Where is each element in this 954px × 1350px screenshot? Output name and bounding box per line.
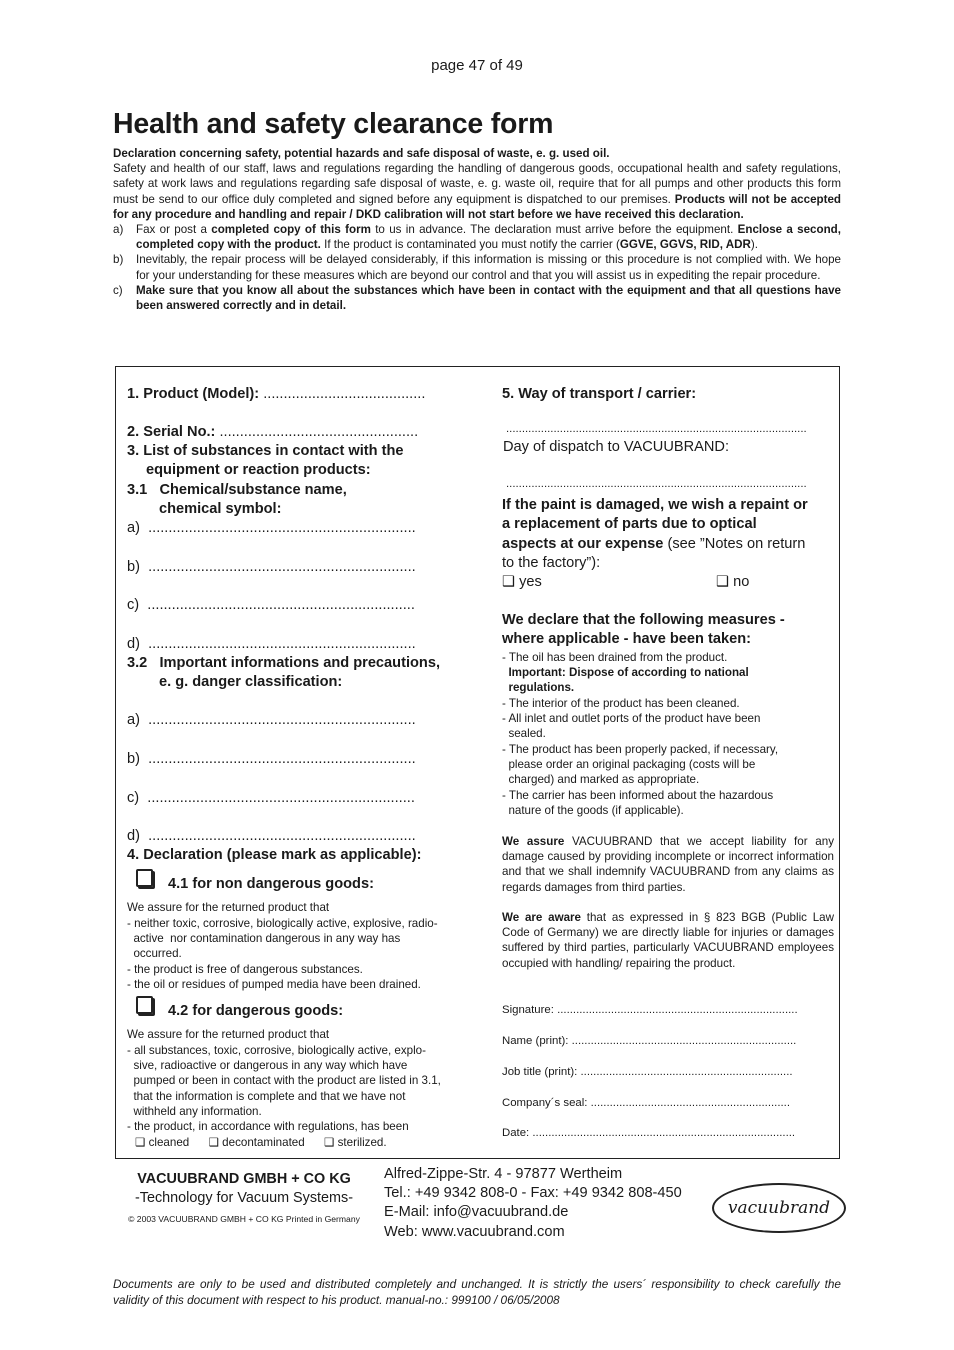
precaution-line-d[interactable] — [127, 827, 416, 846]
serial-no-dots: ................................................. — [219, 424, 419, 440]
line-dots: .................................................................. — [148, 636, 416, 652]
line-marker: d) — [127, 636, 140, 652]
line-marker: b) — [127, 559, 140, 575]
measures-item: sealed. — [502, 727, 546, 740]
option-cleaned[interactable]: ❑ cleaned — [135, 1136, 190, 1149]
dangerous-item: - the product, in accordance with regulations, has been — [127, 1120, 409, 1133]
date-field[interactable]: Date: ................................................................................... — [502, 1127, 796, 1139]
section-3-2-heading-2: e. g. danger classification: — [159, 674, 343, 690]
dangerous-item: withheld any information. — [127, 1105, 262, 1118]
measures-item-bold: Important: Dispose of according to national — [502, 666, 749, 679]
intro-item-bold: Make sure that you know all about the substances which have been in contact with the equipment and that all questions have been answered correctly and in detail. — [136, 283, 841, 313]
footer-address: Alfred-Zippe-Str. 4 - 97877 Wertheim — [384, 1166, 623, 1182]
product-model-label: 1. Product (Model): — [127, 386, 264, 402]
serial-no-label: 2. Serial No.: — [127, 424, 220, 440]
substance-line-b[interactable] — [127, 558, 416, 577]
substance-line-c[interactable] — [127, 596, 415, 615]
footer-web[interactable]: Web: www.vacuubrand.com — [384, 1223, 565, 1240]
non-dangerous-item: active nor contamination dangerous in any way has — [127, 932, 401, 945]
vacuubrand-logo — [712, 1183, 846, 1233]
substance-line-a[interactable] — [127, 519, 416, 538]
measures-heading-1: We declare that the following measures - — [502, 612, 785, 628]
intro-item-marker: c) — [113, 283, 123, 297]
measures-item: charged) and marked as appropriate. — [502, 773, 700, 786]
intro-section — [113, 146, 841, 313]
dispatch-input-line[interactable]: ............................................................................................... — [506, 478, 807, 490]
intro-item-marker: b) — [113, 253, 124, 267]
section-3-2-heading: 3.2 Important informations and precautions, — [127, 655, 440, 671]
intro-item-c — [113, 283, 841, 313]
footer-note: Documents are only to be used and distributed completely and unchanged. It is strictly the users´ responsibility to check carefully the validity of this document with respect to his product. manual-no.: 999100 / 06/05/2008 — [113, 1277, 841, 1307]
line-marker: a) — [127, 712, 140, 728]
dangerous-checkbox[interactable] — [136, 996, 153, 1014]
non-dangerous-item: - the oil or residues of pumped media have been drained. — [127, 978, 421, 991]
dangerous-heading: 4.2 for dangerous goods: — [168, 1003, 344, 1019]
precaution-line-b[interactable] — [127, 750, 416, 769]
dangerous-item: - all substances, toxic, corrosive, biologically active, explo- — [127, 1044, 426, 1057]
footer-company: VACUUBRAND GMBH + CO KG — [137, 1171, 351, 1187]
line-dots: .................................................................. — [148, 712, 416, 728]
intro-item-bold: completed copy of this form — [211, 223, 371, 237]
page-title: Health and safety clearance form — [113, 108, 554, 140]
measures-item: - The product has been properly packed, if necessary, — [502, 743, 779, 756]
line-dots: .................................................................. — [147, 790, 415, 806]
footer-copyright: © 2003 VACUUBRAND GMBH + CO KG Printed in Germany — [128, 1214, 360, 1224]
paint-line-1: If the paint is damaged, we wish a repaint or — [502, 497, 808, 513]
measures-item: please order an original packaging (costs will be — [502, 758, 756, 771]
option-sterilized[interactable]: ❑ sterilized. — [324, 1136, 387, 1149]
dangerous-options — [135, 1135, 387, 1150]
assure-text: VACUUBRAND that we accept liability for any damage caused by providing incomplete or incorrect information and that we shall indemnify VACUUBRAND from any claims as regards damages from third parties. — [502, 835, 834, 894]
intro-item-text: If the product is contaminated you must notify the carrier ( — [320, 238, 620, 252]
line-marker: c) — [127, 790, 140, 806]
non-dangerous-item: - neither toxic, corrosive, biologically active, explosive, radio- — [127, 917, 438, 930]
checkbox-icon — [136, 869, 153, 887]
measures-item: nature of the goods (if applicable). — [502, 804, 684, 817]
intro-item-marker: a) — [113, 223, 124, 237]
paint-line-2: a replacement of parts due to optical — [502, 516, 757, 532]
aware-text: that as expressed in § 823 BGB (Public Law Code of Germany) we are directly liable for injuries or damages suffered by third parties, particularly VACUUBRAND employees occupied with handling/ repairing the product. — [502, 911, 834, 970]
intro-paragraph-bold: Products will not be accepted for any procedure and handling and repair / DKD calibration will not start before we have received this declaration. — [113, 192, 841, 221]
measures-item: - The carrier has been informed about the hazardous — [502, 789, 774, 802]
line-dots: .................................................................. — [148, 828, 416, 844]
footer-email[interactable]: E-Mail: info@vacuubrand.de — [384, 1204, 569, 1221]
aware-paragraph — [502, 910, 834, 971]
declaration-heading: 4. Declaration (please mark as applicable): — [127, 847, 422, 863]
intro-item-a — [113, 222, 841, 252]
line-dots: .................................................................. — [147, 597, 415, 613]
substances-heading-2: equipment or reaction products: — [146, 462, 371, 478]
intro-item-text: to us in advance. The declaration must arrive before the equipment. — [370, 223, 738, 237]
measures-item: - All inlet and outlet ports of the product have been — [502, 712, 761, 725]
intro-heading: Declaration concerning safety, potential hazards and safe disposal of waste, e. g. used oil. — [113, 147, 610, 160]
dangerous-item: pumped or been in contact with the product are listed in 3.1, — [127, 1074, 441, 1087]
line-dots: .................................................................. — [148, 520, 416, 536]
signature-field[interactable]: Signature: ............................................................................ — [502, 1004, 798, 1016]
paint-line-4: to the factory”): — [502, 555, 601, 571]
dispatch-label: Day of dispatch to VACUUBRAND: — [503, 439, 730, 455]
measures-item: - The oil has been drained from the product. — [502, 651, 728, 664]
option-decontaminated[interactable]: ❑ decontaminated — [208, 1136, 305, 1149]
non-dangerous-heading: 4.1 for non dangerous goods: — [168, 876, 374, 892]
intro-item-bold: GGVE, GGVS, RID, ADR — [619, 238, 751, 252]
line-dots: .................................................................. — [148, 559, 416, 575]
product-model-field[interactable] — [127, 385, 425, 404]
intro-item-bold: Enclose a second, completed copy with the product. — [136, 223, 841, 252]
paint-no-option[interactable]: ❑ no — [716, 574, 750, 590]
name-field[interactable]: Name (print): ....................................................................... — [502, 1035, 797, 1047]
section-3-1-heading-2: chemical symbol: — [159, 501, 282, 517]
footer-phone: Tel.: +49 9342 808-0 - Fax: +49 9342 808-450 — [384, 1185, 682, 1202]
substances-heading: 3. List of substances in contact with the — [127, 443, 404, 459]
line-marker: a) — [127, 520, 140, 536]
transport-label: 5. Way of transport / carrier: — [502, 386, 697, 402]
measures-item-bold: regulations. — [502, 681, 575, 694]
paint-line-3-rest: (see ”Notes on return — [663, 536, 806, 552]
assure-bold: We assure — [502, 835, 565, 848]
precaution-line-a[interactable] — [127, 711, 416, 730]
form-box — [115, 366, 840, 1159]
intro-item-text: Fax or post a — [136, 223, 212, 237]
intro-item-text: ). — [750, 238, 758, 252]
measures-heading-2: where applicable - have been taken: — [502, 631, 751, 647]
assure-paragraph — [502, 834, 834, 895]
non-dangerous-intro: We assure for the returned product that — [127, 901, 330, 914]
intro-item-b — [113, 252, 841, 282]
line-marker: c) — [127, 597, 140, 613]
dangerous-intro: We assure for the returned product that — [127, 1028, 330, 1041]
line-dots: .................................................................. — [148, 751, 416, 767]
measures-item: - The interior of the product has been cleaned. — [502, 697, 740, 710]
non-dangerous-item: - the product is free of dangerous substances. — [127, 963, 363, 976]
intro-paragraph-text: Safety and health of our staff, laws and regulations regarding the handling of dangerous goods, occupational health and safety regulations, safety at work laws and regulations regarding safe disposal of waste, e. g. waste oil, require that for all pumps and other products this form must be send to our office duly completed and signed before any equipment is dispatched to our premises. — [113, 162, 841, 206]
non-dangerous-item: occurred. — [127, 947, 182, 960]
job-title-field[interactable]: Job title (print): ................................................................... — [502, 1066, 793, 1078]
checkbox-icon — [136, 996, 153, 1014]
intro-item-text: Inevitably, the repair process will be delayed considerably, if this information is missing or this procedure is not complied with. We hope for your understanding for these measures which are beyond our control and that you will assist us in expediting the repair procedure. — [136, 253, 841, 282]
serial-no-field[interactable] — [127, 423, 418, 442]
paint-line-3 — [502, 535, 805, 554]
transport-input-line[interactable]: ............................................................................................... — [506, 423, 807, 435]
footer-tagline: -Technology for Vacuum Systems- — [134, 1190, 354, 1206]
line-marker: d) — [127, 828, 140, 844]
paint-yes-option[interactable]: ❑ yes — [502, 574, 542, 590]
intro-paragraph — [113, 161, 841, 222]
dangerous-item: sive, radioactive or dangerous in any way which have — [127, 1059, 408, 1072]
company-seal-field[interactable]: Company´s seal: ............................................................... — [502, 1097, 791, 1109]
logo-text: vacuubrand — [727, 1198, 831, 1218]
line-marker: b) — [127, 751, 140, 767]
substance-line-d[interactable] — [127, 635, 416, 654]
dangerous-item: that the information is complete and that we have not — [127, 1090, 406, 1103]
paint-line-3-bold: aspects at our expense — [502, 536, 664, 552]
product-model-dots: ........................................ — [263, 386, 426, 402]
non-dangerous-checkbox[interactable] — [136, 869, 153, 887]
aware-bold: We are aware — [502, 911, 581, 924]
page-number: page 47 of 49 — [431, 57, 523, 74]
section-3-1-heading: 3.1 Chemical/substance name, — [127, 482, 347, 498]
precaution-line-c[interactable] — [127, 789, 415, 808]
footer-contact — [384, 1165, 682, 1242]
